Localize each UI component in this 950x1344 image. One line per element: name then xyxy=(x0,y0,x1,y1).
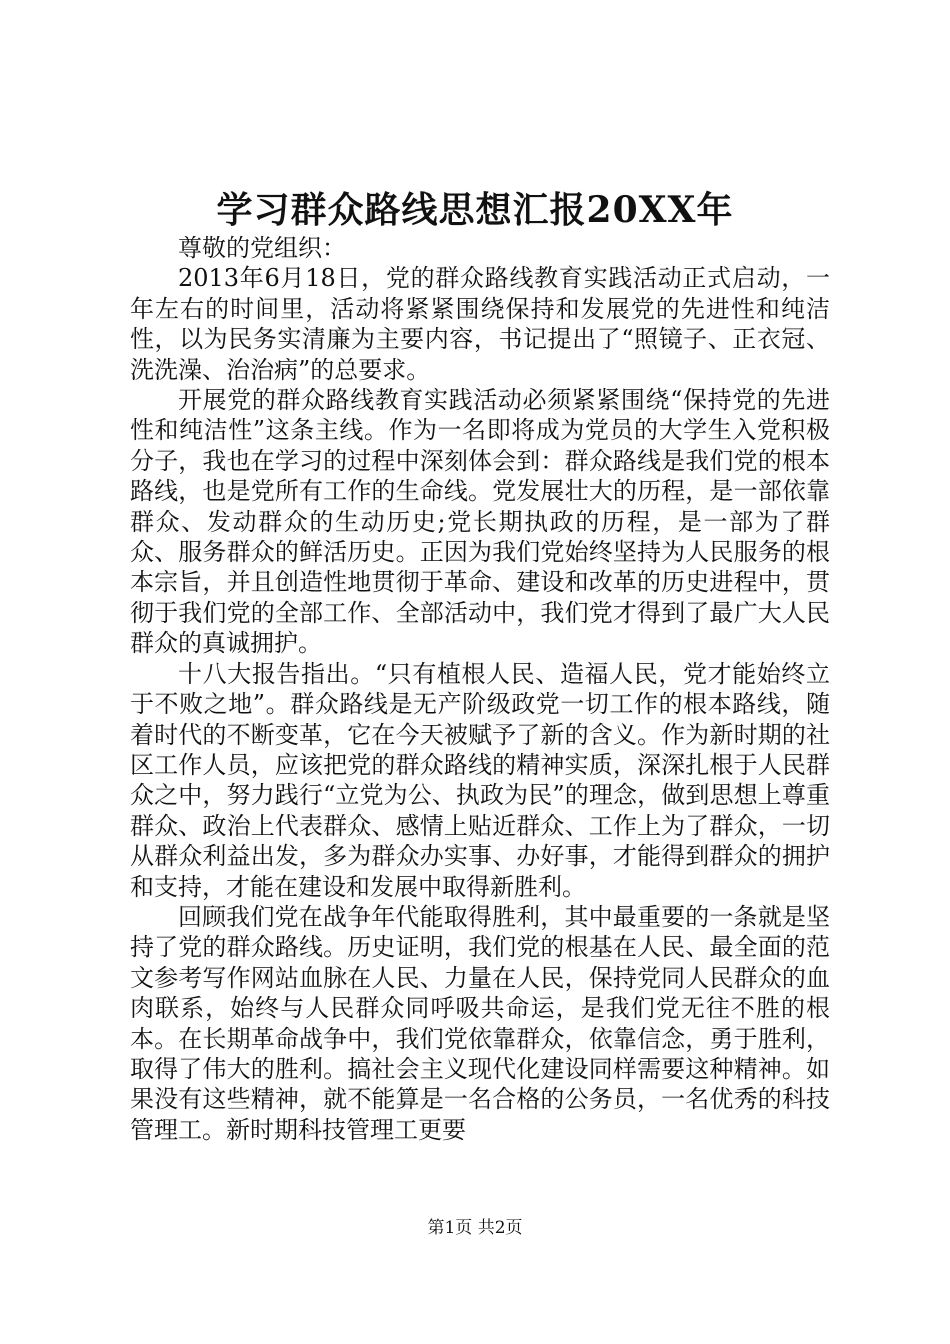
document-body xyxy=(130,233,830,1145)
paragraph: 开展党的群众路线教育实践活动必须紧紧围绕“保持党的先进性和纯洁性”这条主线。作为一名即将成为党员的大学生入党积极分子，我也在学习的过程中深刻体会到：群众路线是我们党的根本路线，也是党所有工作的生命线。党发展壮大的历程，是一部依靠群众、发动群众的生动历史;党长期执政的历程，是一部为了群众、服务群众的鲜活历史。正因为我们党始终坚持为人民服务的根本宗旨，并且创造性地贯彻于革命、建设和改革的历史进程中，贯彻于我们党的全部工作、全部活动中，我们党才得到了最广大人民群众的真诚拥护。 xyxy=(130,386,830,658)
document-title: 学习群众路线思想汇报20XX年 xyxy=(216,189,734,231)
page-number-footer: 第1页 共2页 xyxy=(427,1218,523,1238)
paragraph: 十八大报告指出。“只有植根人民、造福人民，党才能始终立于不败之地”。群众路线是无产阶级政党一切工作的根本路线，随着时代的不断变革，它在今天被赋予了新的含义。作为新时期的社区工作人员，应该把党的群众路线的精神实质，深深扎根于人民群众之中，努力践行“立党为公、执政为民”的理念，做到思想上尊重群众、政治上代表群众、感情上贴近群众、工作上为了群众，一切从群众利益出发，多为群众办实事、办好事，才能得到群众的拥护和支持，才能在建设和发展中取得新胜利。 xyxy=(130,659,830,901)
paragraph: 2013年6月18日，党的群众路线教育实践活动正式启动，一年左右的时间里，活动将紧紧围绕保持和发展党的先进性和纯洁性，以为民务实清廉为主要内容，书记提出了“照镜子、正衣冠、洗洗澡、治治病”的总要求。 xyxy=(130,264,830,384)
paragraph: 回顾我们党在战争年代能取得胜利，其中最重要的一条就是坚持了党的群众路线。历史证明，我们党的根基在人民、最全面的范文参考写作网站血脉在人民、力量在人民，保持党同人民群众的血肉联系，始终与人民群众同呼吸共命运，是我们党无往不胜的根本。在长期革命战争中，我们党依靠群众，依靠信念，勇于胜利，取得了伟大的胜利。搞社会主义现代化建设同样需要这种精神。如果没有这些精神，就不能算是一名合格的公务员，一名优秀的科技管理工。新时期科技管理工更要 xyxy=(130,902,830,1144)
salutation: 尊敬的党组织： xyxy=(178,234,346,262)
